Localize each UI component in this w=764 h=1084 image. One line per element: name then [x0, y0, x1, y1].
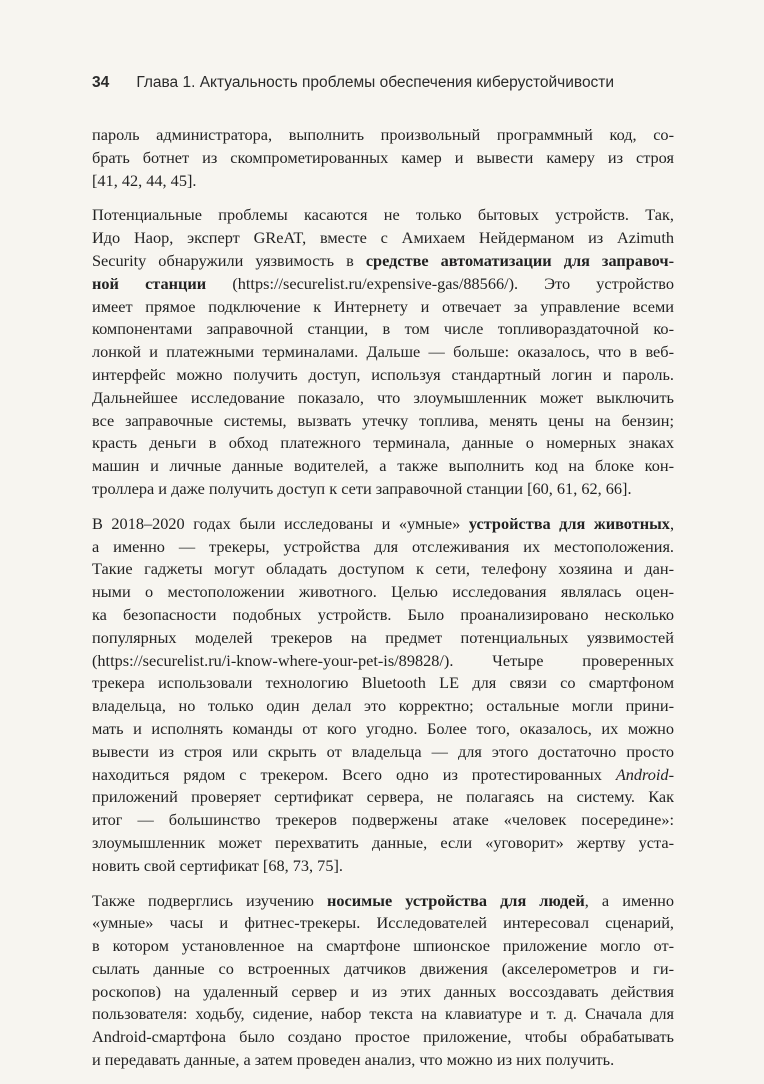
paragraph: [92, 890, 674, 1072]
bold-text: носимые устройства для людей: [327, 890, 585, 910]
text-line: [92, 581, 674, 604]
text-run: красть деньги в обход платежного терминала, данные о номерных знаках: [92, 433, 674, 453]
bold-text: устройства для животных: [468, 513, 670, 533]
text-line: [92, 204, 674, 227]
text-line: [92, 341, 674, 364]
text-line: [92, 387, 674, 410]
text-run: популярных моделей трекеров на предмет потенциальных уязвимостей: [92, 627, 674, 647]
text-run: Дальнейшее исследование показало, что злоумышленник может выключить: [92, 387, 674, 407]
text-line: [92, 764, 674, 787]
text-run: ка безопасности подобных устройств. Было проанализировано несколько: [92, 604, 674, 624]
text-line: [92, 1026, 674, 1049]
text-run: ,: [669, 513, 674, 533]
text-run: злоумышленник может перехватить данные, если «уговорит» жертву уста-: [92, 832, 674, 852]
text-run: пароль администратора, выполнить произвольный программный код, со-: [92, 125, 674, 144]
text-run: (https://securelist.ru/i-know-where-your-pet-is/89828/). Четыре проверенных: [92, 650, 674, 670]
text-run: а именно — трекеры, устройства для отслеживания их местоположения.: [92, 536, 674, 556]
text-line: [92, 695, 674, 718]
bold-text: средстве автоматизации для заправоч-: [365, 250, 674, 270]
text-run: итог — большинство трекеров подвержены атаке «человек посередине»:: [92, 810, 674, 830]
text-line: [92, 147, 674, 170]
text-run: троллера и даже получить доступ к сети заправочной станции [60, 61, 62, 66].: [92, 478, 632, 498]
text-line: [92, 981, 674, 1004]
text-line: [92, 935, 674, 958]
paragraph: [92, 513, 674, 878]
text-run: лонкой и платежными терминалами. Дальше — больше: оказалось, что в веб-: [92, 342, 674, 362]
text-line: [92, 650, 674, 673]
text-run: имеет прямое подключение к Интернету и отвечает за управление всеми: [92, 296, 674, 316]
text-run: Security обнаружили уязвимость в: [92, 250, 366, 270]
text-run: все заправочные системы, вызвать утечку топлива, менять цены на бензин;: [92, 410, 674, 430]
text-run: , а именно: [584, 890, 674, 910]
body-text: [92, 124, 674, 1084]
text-run: и передавать данные, а затем проведен анализ, что можно из них получить.: [92, 1050, 615, 1070]
text-line: [92, 958, 674, 981]
running-header: [92, 74, 672, 96]
chapter-title: Глава 1. Актуальность проблемы обеспечения киберустойчивости: [136, 74, 615, 91]
text-line: [92, 227, 674, 250]
text-line: [92, 410, 674, 433]
text-run: ными о местоположении животного. Целью исследования являлась оцен-: [92, 582, 674, 602]
text-line: [92, 124, 674, 147]
text-run: сылать данные со встроенных датчиков движения (акселерометров и ги-: [92, 958, 674, 978]
text-line: [92, 536, 674, 559]
text-line: [92, 273, 674, 296]
text-line: [92, 296, 674, 319]
paragraph: [92, 124, 674, 192]
text-line: [92, 604, 674, 627]
page-number: 34: [92, 74, 110, 91]
text-line: [92, 672, 674, 695]
text-line: [92, 809, 674, 832]
text-run: приложений проверяет сертификат сервера, не полагаясь на систему. Как: [92, 787, 674, 807]
text-run: новить свой сертификат [68, 73, 75].: [92, 855, 343, 875]
text-run: вывести из строя или скрыть от владельца — для этого достаточно просто: [92, 741, 674, 761]
text-line: [92, 832, 674, 855]
text-line: [92, 478, 674, 501]
text-run: в котором установленное на смартфоне шпионское приложение могло от-: [92, 936, 674, 956]
text-run: владельца, но только один делал это корректно; остальные могли прини-: [92, 696, 674, 716]
text-run: мать и исполнять команды от кого угодно. Более того, оказалось, их можно: [92, 718, 674, 738]
text-line: [92, 250, 674, 273]
text-run: Android-смартфона было создано простое приложение, чтобы обрабатывать: [92, 1027, 674, 1047]
bold-text: ной станции: [92, 273, 207, 293]
text-line: [92, 455, 674, 478]
text-line: [92, 741, 674, 764]
text-run: компонентами заправочной станции, в том числе топливораздаточной ко-: [92, 319, 674, 339]
text-run: Также подверглись изучению: [92, 890, 328, 910]
text-line: [92, 890, 674, 913]
text-run: Такие гаджеты могут обладать доступом к сети, телефону хозяина и дан-: [92, 559, 674, 579]
text-run: (https://securelist.ru/expensive-gas/88566/). Это устройство: [206, 273, 674, 293]
text-run: брать ботнет из скомпрометированных камер и вывести камеру из строя: [92, 147, 674, 167]
text-run: Идо Наор, эксперт GReAT, вместе с Амихаем Нейдерманом из Azimuth: [92, 228, 674, 248]
text-line: [92, 558, 674, 581]
text-run: [41, 42, 44, 45].: [92, 170, 197, 190]
text-line: [92, 1049, 674, 1072]
text-line: [92, 912, 674, 935]
text-line: [92, 718, 674, 741]
text-run: «умные» часы и фитнес-трекеры. Исследователей интересовал сценарий,: [92, 913, 674, 933]
text-line: [92, 364, 674, 387]
text-line: [92, 432, 674, 455]
text-line: [92, 170, 674, 193]
text-line: [92, 1003, 674, 1026]
text-run: -: [668, 764, 674, 784]
text-line: [92, 786, 674, 809]
text-run: роскопов) на удаленный сервер и из этих данных воссоздавать действия: [92, 981, 674, 1001]
text-line: [92, 855, 674, 878]
text-run: интерфейс можно получить доступ, используя стандартный логин и пароль.: [92, 364, 674, 384]
text-run: трекера использовали технологию Bluetooth LE для связи со смартфоном: [92, 673, 674, 693]
text-run: пользователя: ходьбу, сидение, набор текста на клавиатуре и т. д. Сначала для: [92, 1004, 674, 1024]
text-line: [92, 513, 674, 536]
text-run: Потенциальные проблемы касаются не только бытовых устройств. Так,: [92, 205, 674, 225]
text-line: [92, 627, 674, 650]
text-run: машин и личные данные водителей, а также выполнить код на блоке кон-: [92, 456, 674, 476]
text-line: [92, 318, 674, 341]
text-run: находиться рядом с трекером. Всего одно из протестированных: [92, 764, 616, 784]
text-run: В 2018–2020 годах были исследованы и «умные»: [92, 513, 469, 533]
italic-text: Android: [615, 764, 669, 784]
paragraph: [92, 204, 674, 500]
